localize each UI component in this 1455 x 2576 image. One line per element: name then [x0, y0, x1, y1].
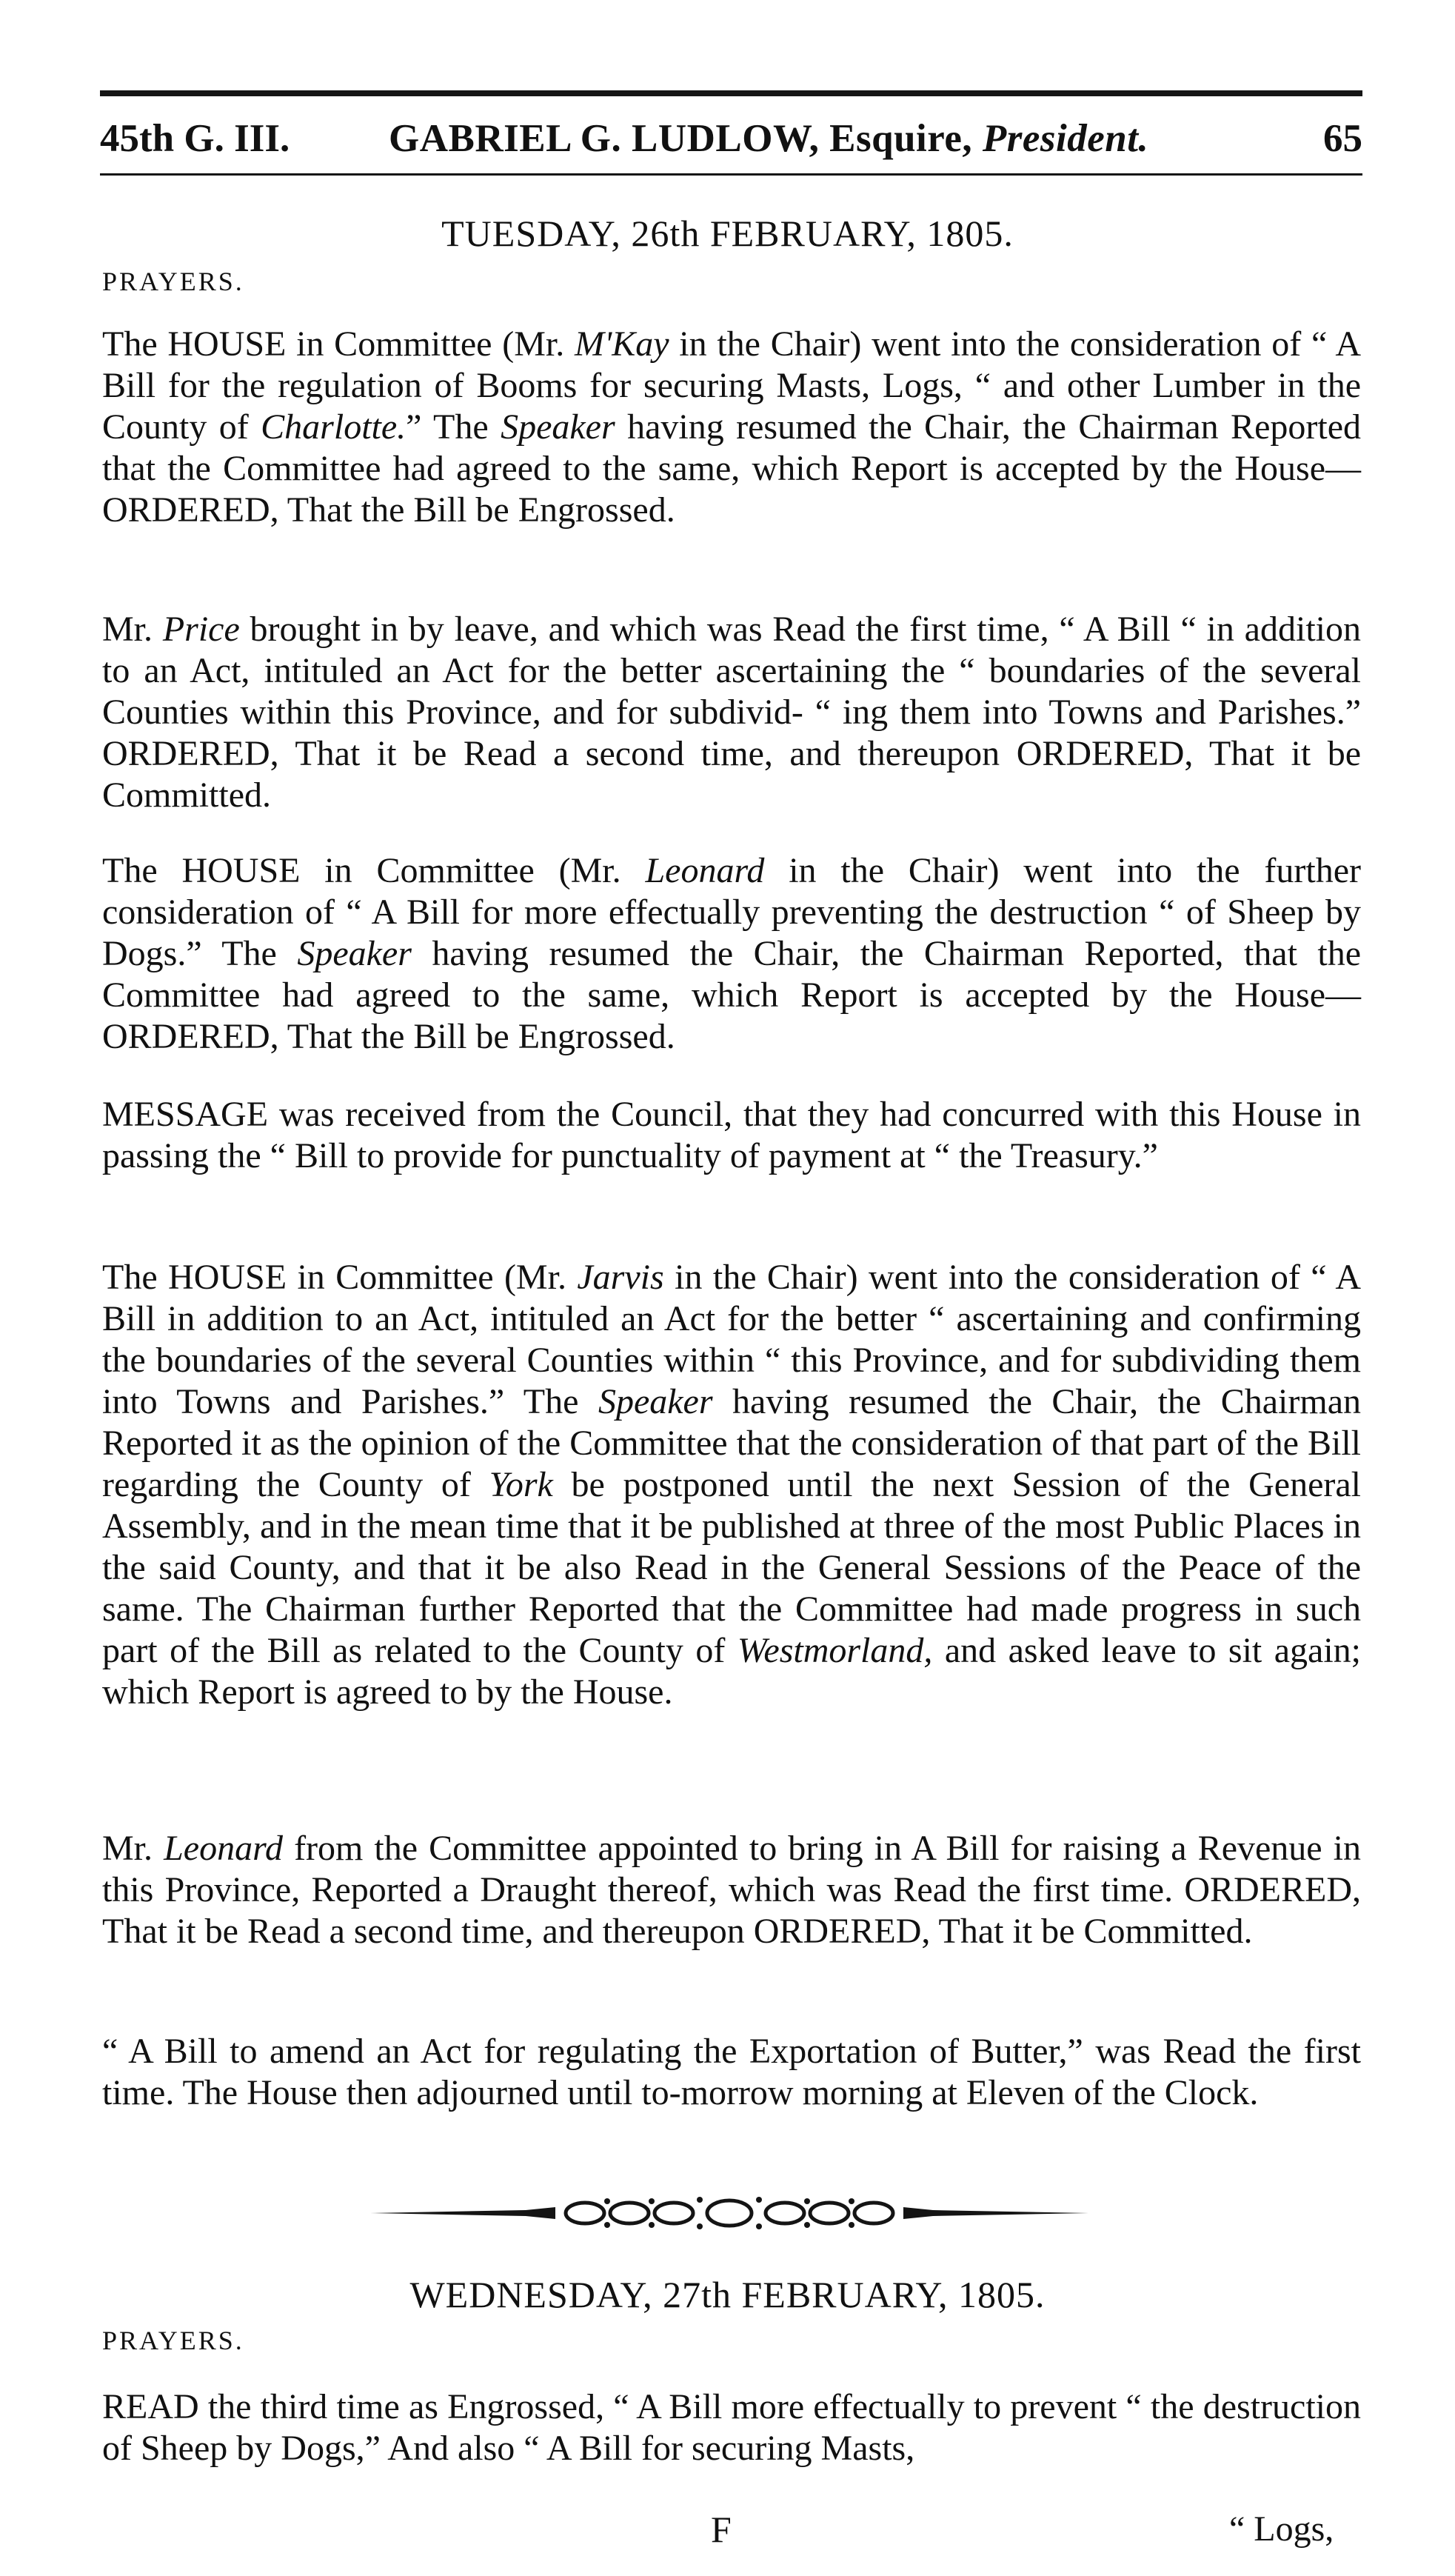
text-run: in the Chair) went into the consideration of “ A Bill in addition to an Act, intituled an Act for the better “ ascertaining and confirming the boundaries of the several Counties within “ this Province, and for subdividing them into Towns and Parishes.” The [102, 1258, 1361, 1421]
day1-paragraph-3 [102, 850, 1361, 1058]
italic-run: Speaker [598, 1382, 713, 1421]
text-run: Mr. [102, 610, 163, 649]
day1-prayers: PRAYERS. [102, 267, 244, 296]
header-rule-bottom [100, 173, 1362, 176]
regnal-year: 45th G. III. [100, 117, 290, 160]
day2-prayers: PRAYERS. [102, 2326, 244, 2355]
day2-date-heading: WEDNESDAY, 27th FEBRUARY, 1805. [409, 2274, 1046, 2315]
text-run: Mr. [102, 1829, 164, 1868]
day2-paragraph-1 [102, 2386, 1361, 2469]
day1-paragraph-4 [102, 1094, 1361, 1177]
text-run: in the Chair) went into the further consideration of “ A Bill for more effectually preventing the destruction “ of Sheep by Dogs.” The [102, 851, 1362, 973]
text-run: having resumed the Chair, the Chairman Reported it as the opinion of the Committee that the consideration of that part of the Bill regarding the County of [102, 1382, 1362, 1504]
catchword: “ Logs, [1229, 2509, 1334, 2549]
text-run: having resumed the Chair, the Chairman Reported that the Committee had agreed to the same, which Report is accepted by the House—ORDERED, That the Bill be Engrossed. [102, 407, 1361, 530]
text-run: and asked leave to sit again; which Report is agreed to by the House. [102, 1631, 1362, 1712]
italic-run: Westmorland, [737, 1631, 933, 1670]
italic-run: York [489, 1465, 553, 1504]
italic-run: Jarvis [577, 1258, 664, 1297]
text-run: from the Committee appointed to bring in A Bill for raising a Revenue in this Province, Reported a Draught thereof, which was Read the first time. ORDERED, That it be Read a second time, and thereupon ORDERED, That it be Committed. [102, 1829, 1362, 1951]
italic-run: Speaker [501, 407, 615, 447]
text-run: The HOUSE in Committee (Mr. [102, 1258, 578, 1297]
day1-date-heading: TUESDAY, 26th FEBRUARY, 1805. [441, 213, 1014, 254]
text-run: “ A Bill to amend an Act for regulating the Exportation of Butter,” was Read the first time. The House then adjourned until to-morrow morning at Eleven of the Clock. [102, 2032, 1361, 2112]
signature-mark: F [711, 2509, 732, 2550]
day1-paragraph-2 [102, 609, 1361, 816]
text-run: The HOUSE in Committee (Mr. [102, 324, 575, 364]
text-run: brought in by leave, and which was Read the first time, “ A Bill “ in addition to an Act, intituled an Act for the better ascertaining the “ boundaries of the several Counties within this Province, and for subdivid- “ ing them into Towns and Parishes.” ORDERED, That it be Read a second time, and thereupon ORDERED, That it be Committed. [102, 610, 1361, 815]
italic-run: Speaker [297, 934, 412, 973]
day1-paragraph-6 [102, 1828, 1361, 1952]
president-title: President. [982, 117, 1149, 160]
text-run: be postponed until the next Session of the General Assembly, and in the mean time that it be published at three of the most Public Places in the said County, and that it be also Read in the General Sessions of the Peace of the same. The Chairman further Reported that the Committee had made progress in such part of the Bill as related to the County of [102, 1465, 1362, 1670]
running-head [100, 113, 1362, 164]
italic-run: Price [162, 610, 240, 649]
text-run: in the Chair) went into the consideration of “ A Bill for the regulation of Booms for securing Masts, Logs, “ and other Lumber in the County of [102, 324, 1361, 447]
italic-run: M'Kay [574, 324, 669, 364]
text-run: The HOUSE in Committee (Mr. [102, 851, 646, 890]
day1-paragraph-7 [102, 2031, 1361, 2114]
text-run: ” The [406, 407, 501, 447]
day1-paragraph-1 [102, 324, 1361, 531]
text-run: MESSAGE was received from the Council, that they had concurred with this House in passing the “ Bill to provide for punctuality of payment at “ the Treasury.” [102, 1095, 1361, 1175]
ornament-divider [370, 2191, 1088, 2235]
president-line [389, 113, 1148, 164]
text-run: having resumed the Chair, the Chairman Reported, that the Committee had agreed to the same, which Report is accepted by the House—ORDERED, That the Bill be Engrossed. [102, 934, 1362, 1056]
italic-run: Leonard [164, 1829, 283, 1868]
president-name: GABRIEL G. LUDLOW, Esquire, [389, 117, 973, 160]
text-run: READ the third time as Engrossed, “ A Bill more effectually to prevent “ the destruction of Sheep by Dogs,” And also “ A Bill for securing Masts, [102, 2387, 1361, 2468]
italic-run: Leonard [645, 851, 765, 890]
day1-paragraph-5 [102, 1257, 1361, 1713]
page-number: 65 [1323, 117, 1362, 160]
italic-run: Charlotte. [261, 407, 407, 447]
header-rule-top [100, 90, 1362, 96]
